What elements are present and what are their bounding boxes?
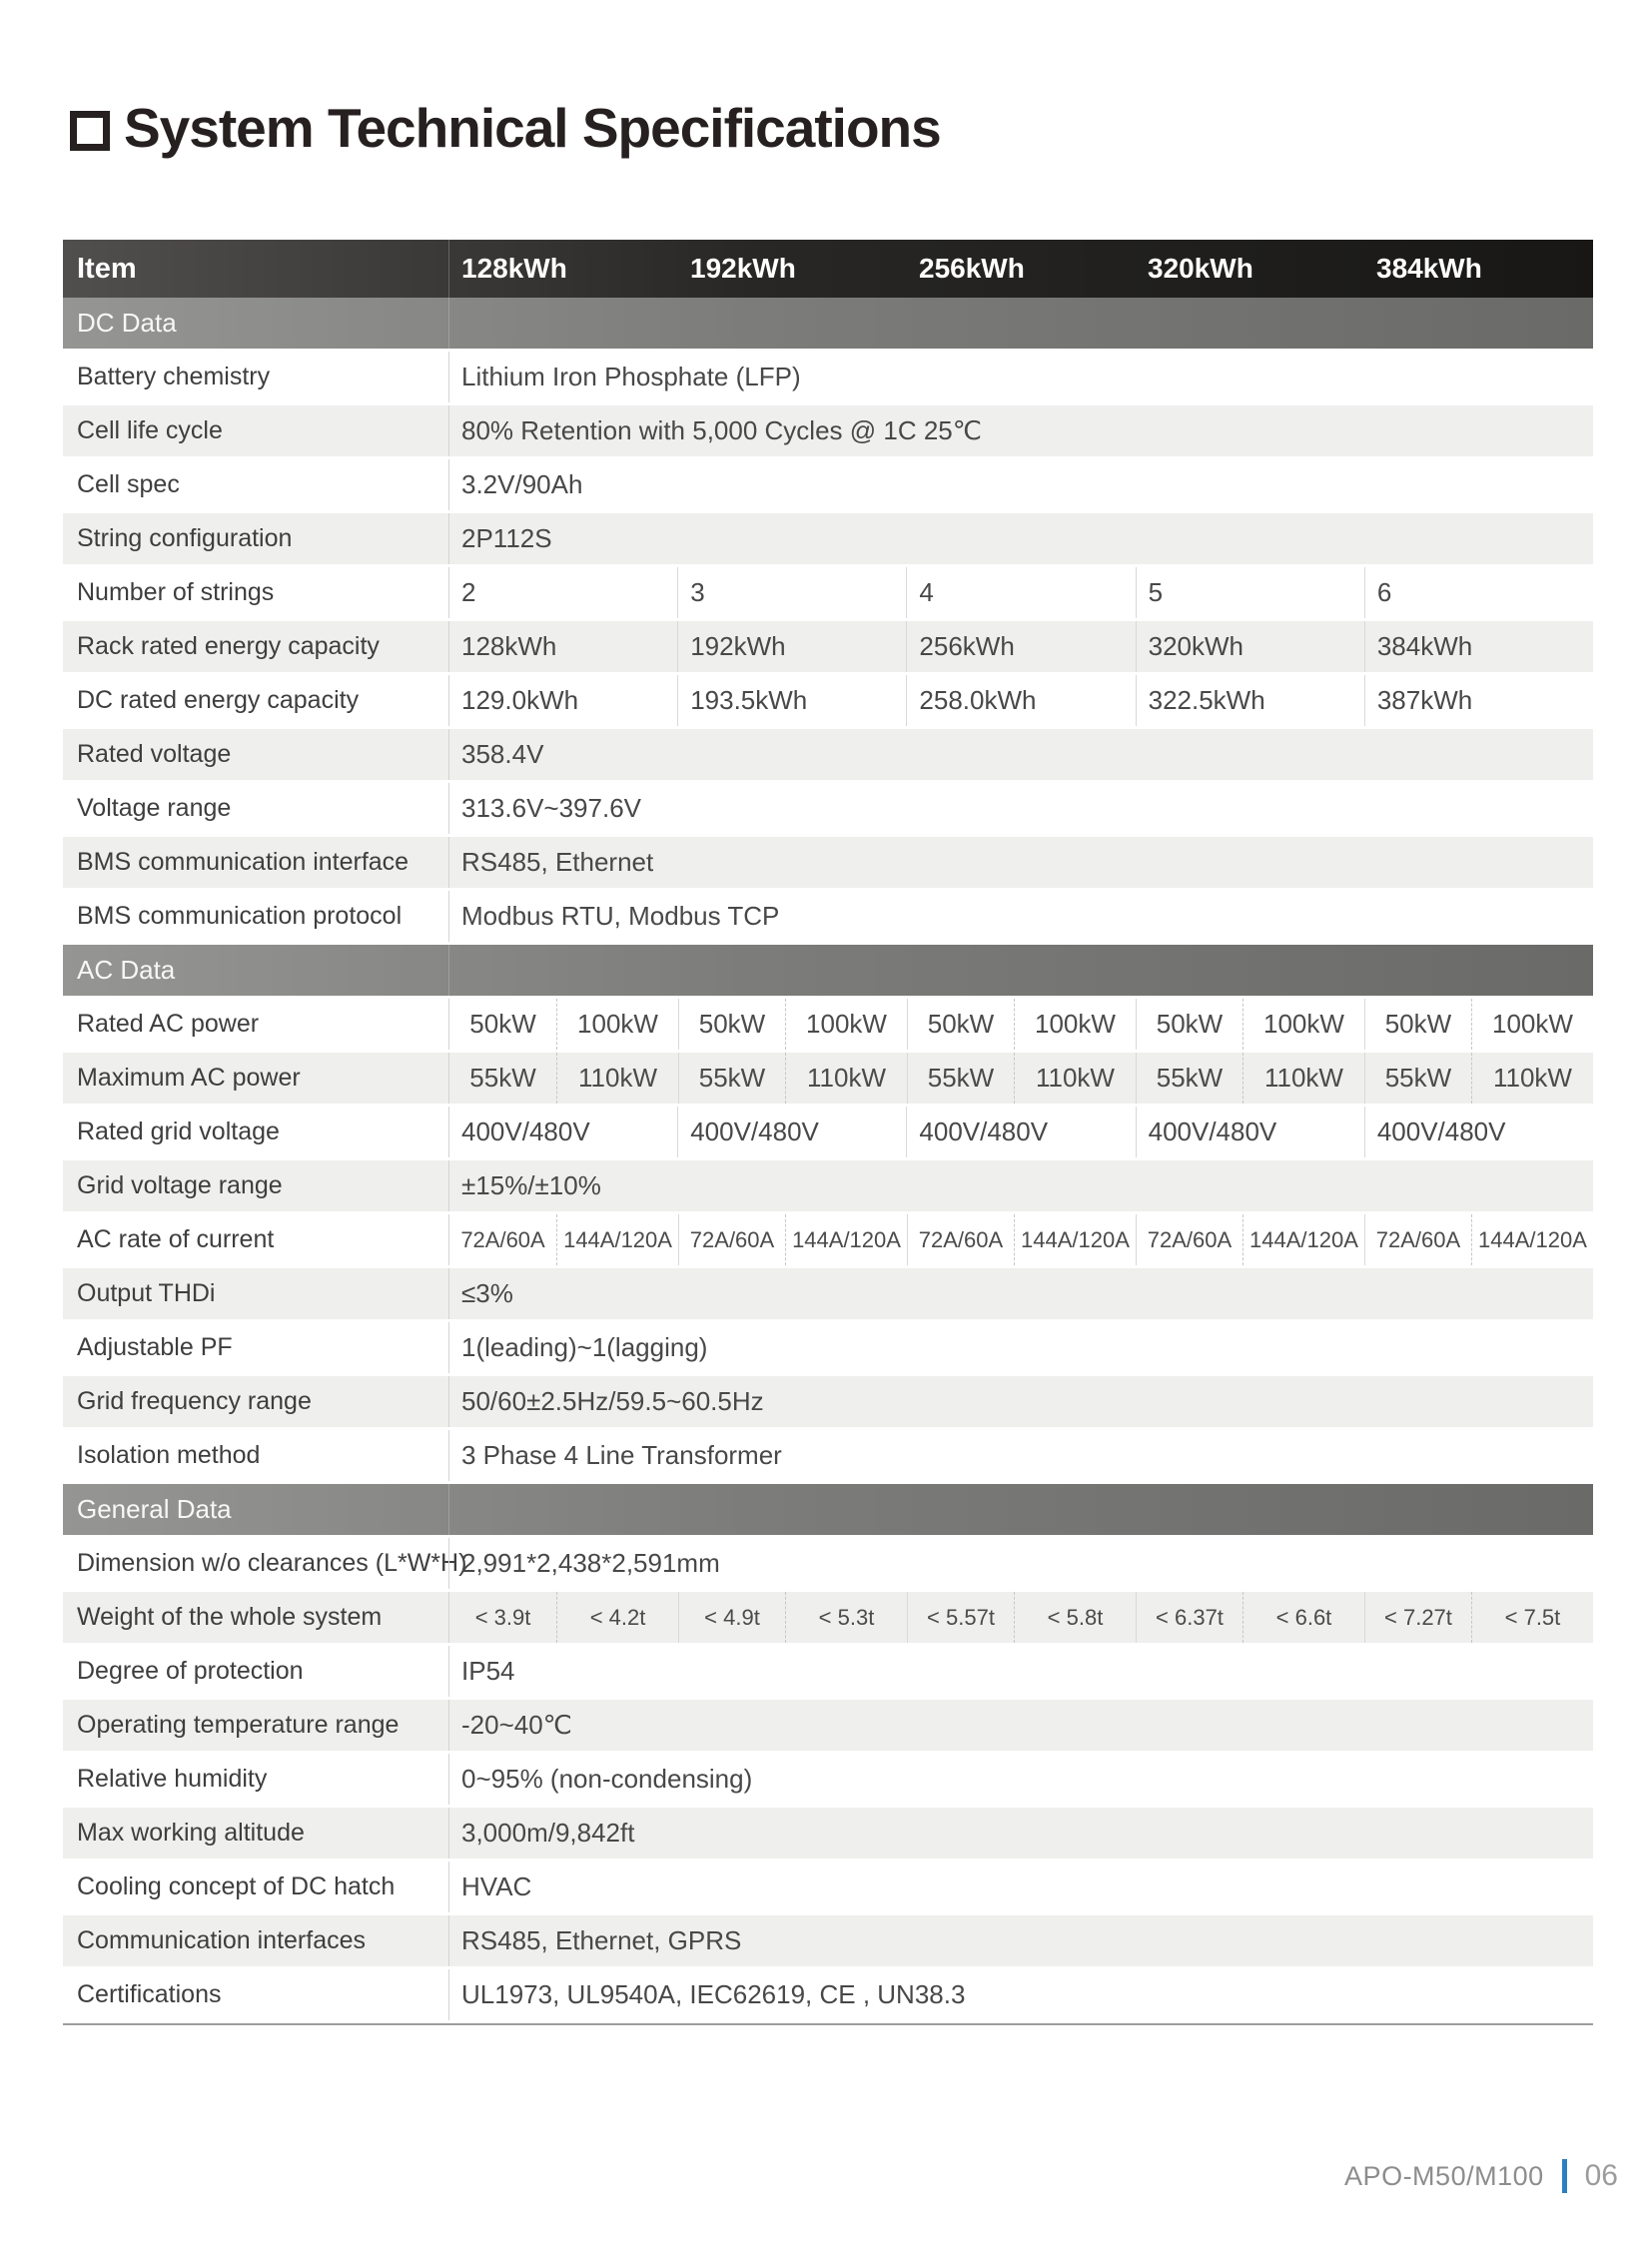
table-row [63, 1862, 1593, 1912]
row-label: AC rate of current [77, 1225, 275, 1253]
table-row [63, 1053, 1593, 1104]
cell-subvalue: < 6.37t [1136, 1592, 1242, 1643]
cell-subvalue: 55kW [678, 1053, 785, 1104]
page-accent-bar [1562, 2159, 1567, 2193]
row-label: BMS communication protocol [77, 902, 403, 930]
row-values [448, 1053, 1593, 1104]
row-label: Dimension w/o clearances (L*W*H) [77, 1549, 467, 1577]
row-label: Rack rated energy capacity [77, 632, 380, 660]
row-label: Rated AC power [77, 1010, 260, 1038]
cell-value: 2 [461, 577, 476, 607]
section-header-fill [448, 298, 1593, 349]
row-values [448, 1538, 1593, 1589]
row-value: HVAC [461, 1871, 532, 1901]
table-row [63, 1969, 1593, 2020]
column-header: 384kWh [1376, 253, 1482, 284]
section-header-fill [448, 1484, 1593, 1535]
cell-value: 400V/480V [1136, 1107, 1364, 1157]
section-title: AC Data [77, 955, 176, 985]
cell-value: 384kWh [1364, 621, 1593, 672]
cell-value: 6 [1364, 567, 1593, 618]
cell-value: 256kWh [906, 621, 1135, 672]
table-row [63, 1592, 1593, 1643]
cell-value: 129.0kWh [461, 685, 579, 715]
column-header: 128kWh [461, 253, 567, 284]
cell-value: 128kWh [461, 631, 557, 661]
row-label: Relative humidity [77, 1765, 268, 1793]
row-value: Lithium Iron Phosphate (LFP) [461, 362, 801, 391]
table-header-row [63, 240, 1593, 298]
cell-subvalue: 144A/120A [1014, 1214, 1136, 1265]
table-row [63, 352, 1593, 402]
row-label: Isolation method [77, 1441, 261, 1469]
cell-value: 5 [1136, 567, 1364, 618]
row-label: Adjustable PF [77, 1333, 233, 1361]
row-values [448, 999, 1593, 1050]
row-values [448, 1430, 1593, 1481]
table-row [63, 1376, 1593, 1427]
row-values [448, 459, 1593, 510]
row-value: 80% Retention with 5,000 Cycles @ 1C 25℃ [461, 415, 982, 445]
spec-table [63, 240, 1593, 2025]
cell-subvalue: 110kW [785, 1053, 907, 1104]
column-header: 192kWh [690, 253, 796, 284]
table-row [63, 837, 1593, 888]
cell-subvalue: 50kW [1364, 999, 1471, 1050]
section-header-row [63, 1484, 1593, 1535]
table-bottom-border [63, 2023, 1593, 2025]
cell-subvalue: 72A/60A [1364, 1214, 1471, 1265]
section-header-row [63, 945, 1593, 996]
cell-subvalue: 55kW [1136, 1053, 1242, 1104]
row-value: UL1973, UL9540A, IEC62619, CE , UN38.3 [461, 1979, 966, 2009]
row-label: Battery chemistry [77, 363, 271, 390]
row-label: Communication interfaces [77, 1926, 367, 1954]
column-header: 320kWh [1148, 253, 1253, 284]
cell-value: 322.5kWh [1136, 675, 1364, 726]
cell-subvalue: 110kW [1242, 1053, 1364, 1104]
table-row [63, 675, 1593, 726]
row-label: Voltage range [77, 794, 232, 822]
cell-subvalue: 72A/60A [678, 1214, 785, 1265]
cell-value: 192kWh [677, 621, 906, 672]
row-label: Grid voltage range [77, 1171, 283, 1199]
row-value: 3.2V/90Ah [461, 469, 583, 499]
row-values [448, 1322, 1593, 1373]
row-label: Maximum AC power [77, 1064, 301, 1092]
doc-model-label: APO-M50/M100 [1344, 2160, 1544, 2191]
cell-subvalue: 50kW [469, 1009, 536, 1039]
cell-subvalue: 110kW [1471, 1053, 1593, 1104]
table-row [63, 783, 1593, 834]
cell-subvalue: 55kW [1364, 1053, 1471, 1104]
cell-subvalue: < 7.27t [1364, 1592, 1471, 1643]
table-row [63, 1268, 1593, 1319]
cell-subvalue: 110kW [556, 1053, 678, 1104]
table-row [63, 1646, 1593, 1697]
section-header-fill [448, 945, 1593, 996]
row-label: String configuration [77, 524, 293, 552]
cell-subvalue: < 4.2t [556, 1592, 678, 1643]
row-label: Degree of protection [77, 1657, 304, 1685]
cell-value: 400V/480V [1364, 1107, 1593, 1157]
cell-value: 400V/480V [906, 1107, 1135, 1157]
row-values [448, 1592, 1593, 1643]
square-bullet-icon [70, 111, 110, 151]
cell-subvalue: 50kW [678, 999, 785, 1050]
row-label: Operating temperature range [77, 1711, 400, 1739]
cell-value: 400V/480V [461, 1117, 590, 1146]
cell-subvalue: 55kW [907, 1053, 1014, 1104]
row-value: ±15%/±10% [461, 1170, 601, 1200]
cell-value: 258.0kWh [906, 675, 1135, 726]
row-values [448, 675, 1593, 726]
cell-subvalue: < 6.6t [1242, 1592, 1364, 1643]
cell-value: 320kWh [1136, 621, 1364, 672]
column-header: 256kWh [919, 253, 1025, 284]
table-row [63, 405, 1593, 456]
table-row [63, 1430, 1593, 1481]
cell-value: 387kWh [1364, 675, 1593, 726]
cell-subvalue: 55kW [469, 1063, 536, 1093]
page-title-row [70, 96, 941, 160]
cell-subvalue: 100kW [1242, 999, 1364, 1050]
row-label: BMS communication interface [77, 848, 410, 876]
row-value: 358.4V [461, 739, 544, 769]
row-values [448, 1808, 1593, 1859]
section-header-row [63, 298, 1593, 349]
row-values [448, 1160, 1593, 1211]
row-values [448, 1862, 1593, 1912]
section-title: DC Data [77, 308, 177, 338]
row-values [448, 1915, 1593, 1966]
row-label: DC rated energy capacity [77, 686, 360, 714]
column-header-item: Item [77, 252, 137, 285]
row-label: Max working altitude [77, 1819, 305, 1847]
row-label: Output THDi [77, 1279, 216, 1307]
cell-subvalue: < 3.9t [474, 1604, 531, 1630]
row-value: RS485, Ethernet, GPRS [461, 1925, 742, 1955]
row-values [448, 783, 1593, 834]
cell-subvalue: < 4.9t [678, 1592, 785, 1643]
cell-subvalue: < 5.57t [907, 1592, 1014, 1643]
table-row [63, 1107, 1593, 1157]
row-value: 0~95% (non-condensing) [461, 1764, 753, 1794]
row-values [448, 1754, 1593, 1805]
row-label: Grid frequency range [77, 1387, 312, 1415]
row-value: 50/60±2.5Hz/59.5~60.5Hz [461, 1386, 764, 1416]
row-label: Certifications [77, 1980, 222, 2008]
cell-subvalue: 144A/120A [1242, 1214, 1364, 1265]
page-number: 06 [1584, 2159, 1618, 2192]
cell-subvalue: 100kW [1014, 999, 1136, 1050]
row-values [448, 1268, 1593, 1319]
footer [1344, 2159, 1618, 2193]
table-row [63, 1160, 1593, 1211]
row-values [448, 1376, 1593, 1427]
row-values [448, 352, 1593, 402]
row-value: ≤3% [461, 1278, 513, 1308]
row-value: 1(leading)~1(lagging) [461, 1332, 708, 1362]
cell-subvalue: < 5.3t [785, 1592, 907, 1643]
table-row [63, 1322, 1593, 1373]
cell-subvalue: 72A/60A [907, 1214, 1014, 1265]
row-values [448, 891, 1593, 942]
cell-subvalue: 50kW [907, 999, 1014, 1050]
cell-subvalue: < 5.8t [1014, 1592, 1136, 1643]
table-row [63, 1700, 1593, 1751]
row-value: Modbus RTU, Modbus TCP [461, 901, 780, 931]
section-title: General Data [77, 1494, 232, 1524]
row-values [448, 1646, 1593, 1697]
row-value: 3,000m/9,842ft [461, 1818, 635, 1848]
row-label: Rated grid voltage [77, 1118, 280, 1145]
cell-subvalue: 72A/60A [460, 1226, 545, 1252]
row-value: RS485, Ethernet [461, 847, 654, 877]
row-label: Number of strings [77, 578, 275, 606]
table-row [63, 999, 1593, 1050]
cell-subvalue: < 7.5t [1471, 1592, 1593, 1643]
cell-subvalue: 100kW [785, 999, 907, 1050]
table-header-columns [448, 240, 1593, 298]
row-label: Weight of the whole system [77, 1603, 383, 1631]
row-values [448, 1214, 1593, 1265]
table-row [63, 1754, 1593, 1805]
row-values [448, 729, 1593, 780]
cell-subvalue: 50kW [1136, 999, 1242, 1050]
row-value: 3 Phase 4 Line Transformer [461, 1440, 782, 1470]
row-value: 2,991*2,438*2,591mm [461, 1548, 720, 1578]
row-label: Cell life cycle [77, 416, 223, 444]
row-label: Cell spec [77, 470, 180, 498]
row-values [448, 837, 1593, 888]
row-values [448, 513, 1593, 564]
cell-value: 193.5kWh [677, 675, 906, 726]
row-values [448, 1107, 1593, 1157]
row-value: -20~40℃ [461, 1710, 572, 1740]
row-value: 2P112S [461, 523, 552, 553]
row-values [448, 567, 1593, 618]
row-value: 313.6V~397.6V [461, 793, 641, 823]
cell-subvalue: 144A/120A [1471, 1214, 1593, 1265]
cell-subvalue: 144A/120A [785, 1214, 907, 1265]
table-row [63, 459, 1593, 510]
cell-subvalue: 110kW [1014, 1053, 1136, 1104]
table-row [63, 1915, 1593, 1966]
table-row [63, 891, 1593, 942]
cell-value: 4 [906, 567, 1135, 618]
row-label: Cooling concept of DC hatch [77, 1872, 396, 1900]
cell-subvalue: 100kW [556, 999, 678, 1050]
row-values [448, 405, 1593, 456]
table-row [63, 513, 1593, 564]
table-row [63, 729, 1593, 780]
cell-subvalue: 100kW [1471, 999, 1593, 1050]
table-row [63, 621, 1593, 672]
cell-subvalue: 144A/120A [556, 1214, 678, 1265]
table-row [63, 1538, 1593, 1589]
table-row [63, 567, 1593, 618]
table-row [63, 1214, 1593, 1265]
cell-subvalue: 72A/60A [1136, 1214, 1242, 1265]
row-values [448, 1700, 1593, 1751]
row-values [448, 1969, 1593, 2020]
row-label: Rated voltage [77, 740, 232, 768]
row-values [448, 621, 1593, 672]
cell-value: 400V/480V [677, 1107, 906, 1157]
row-value: IP54 [461, 1656, 515, 1686]
page-title: System Technical Specifications [124, 97, 941, 159]
table-row [63, 1808, 1593, 1859]
cell-value: 3 [677, 567, 906, 618]
